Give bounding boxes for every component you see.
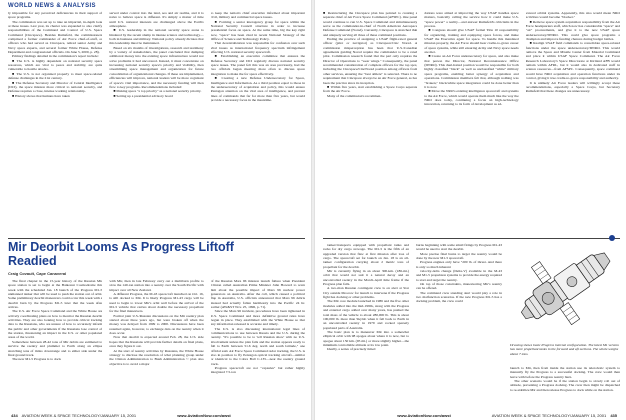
article-byline: Craig Covault, Cape Canaveral	[8, 271, 67, 276]
paragraph: At the start of reentry activities by Russians, the White House strategy to disclose the resolution of what planning group under the Clinton Administration to Bush Administration © plan also objective is to avoid a major	[109, 348, 204, 366]
paragraph: ■ Move the NRO's existing intelligence spacecraft and systems to the Air Force, which would operate them much like the way the NRO does today, continuing a focus on high-technology innovation, returning to its form of development as ad-	[424, 89, 519, 107]
paragraph: launch to Mir, then from inside the station use its telerobotic system to manually fly the Progress to a successful docking. The crew would then leave with before the Progress reentry burn.	[510, 366, 620, 379]
paragraph: A two-man Russian contingent crew is on alert at Star City outside Moscow for launch to intervene if the Progress fight has docking or other problems.	[323, 286, 409, 300]
paragraph: That decentralization was responsible for confusion over such vital issues as international frequency spectrum infringement affecting U.S. national security spacecraft.	[210, 41, 305, 55]
paragraph: ■ The U.S. is not organized properly to meet space-related defense challenges in the 21st century.	[8, 71, 103, 81]
paragraph: ■ History shows that humans have taken	[12, 93, 70, 98]
top-column-1	[8, 11, 102, 235]
article-right-columns	[323, 243, 502, 408]
paragraph: burns beginning with some small firings by Progress M1-43 would be used to start the deorbit.	[416, 243, 502, 252]
top-column-5	[424, 11, 518, 235]
section-divider	[8, 238, 305, 239]
paragraph: ■ Remove space system acquisition responsibility from the Air Force headquarters staff, which now has considerable "space" and "air" procurements, and give it to the new USAF space undersecretary/DNRO. This could give space programs a champion and improve funding chances during budget battles.	[525, 19, 620, 42]
paragraph: ■ Establishing an executive committee that ensures the Defense Secretary and DCI regularly discuss national security space issues. The panel felt this was an area previously, had the two officials began meeting more often to discuss space integration to make the for space effectively.	[210, 54, 305, 76]
paragraph: The Mir core module launched in 1986 and the five other modules added into the mid-1990s, along with the Progress and external cargo added over many years, has pushed the total mass of the vehicle to about 280,000 lb. This is about 100,000 lb. more than Skylab when it fell back to Earth in an uncontrolled reentry in 1979 and rocked sparsely populated parts of Australia.	[323, 299, 409, 330]
paragraph: The other scenario would be if the station begin to slowly roll out of attitude, preventing a Progress docking. The crew then might be dispatched to re-stabilize Mir and then release Progress to dock while on the station.	[510, 379, 620, 392]
top-column-4	[323, 11, 417, 235]
paragraph: Progress spacecraft are not "capsules" but rather highly integrated 7.5-ton	[210, 365, 305, 375]
paragraph: ■ Creating a new Defense Undersecretary for Space, Intelligence and Information. As a third position equal to those in the undersecretary of acquisition and policy, this would ensure Pentagon attention on the vital area of intelligence, and prevent lines of commands that far for more than five years, but would provide a necessary focus in the meantime.	[210, 76, 305, 102]
left-page	[0, 0, 311, 420]
top-column-3	[211, 11, 305, 235]
paragraph: The final chapter in the 15-year history of the Russian Mir space station is set to begin at the Baikonur Cosmodrome this week with the scheduled Jan. 18 launch of the Progress M1-5 unmanned tanker that will be used to push the station out of orbit. Some preliminary deorbit maneuvers could occur this week with a deorbit burn by the Progress M1-5 later that the week after arrives.	[8, 279, 103, 310]
website-url: www.AviationNow.com/awst	[397, 413, 451, 418]
paragraph: Somewhere between 28-42 tons of Mir debris are estimated to survive the reentry and plummet to Earth along an ellipse stretching tens of miles downrange and to either side under the final ground track.	[8, 339, 103, 357]
paragraph: ■ The U.S. is highly dependent on national security space resources, which are vital to peace and stability, are quite vulnerable to hostile attacks.	[8, 58, 103, 72]
paragraph: ■ U.S. leadership in the national security space arena is hindered by the recent slump in intense science and technology—both in business and military. National policy already dictates that this leadership must be maintained.	[109, 28, 204, 46]
paragraph: ■ The Defense Secretary and Director of Central Intelligence (DCI), the space mission more critical to national security, and Defense requires a close, intense working relationship.	[8, 80, 103, 94]
paragraph: to keep the nation's chief executive informed about important civil, military and commercial space issues.	[210, 11, 305, 20]
paragraph: The commission was set up to take an impartial, in-depth look at these issues. Last year, its charter was expanded to also clarify responsibilities of the Command and Control of U.S. Space Command (Cincspace). Besides Rumsfeld, the commissioners comprised a former commander of Air Force chief-of-staff, or officers who had served as Cincspace, retired senior Army and Navy space experts, and several former White House, Defense Department and congressional officials. On June 5, 2000, p. 28).	[8, 19, 103, 55]
right-page	[315, 0, 626, 420]
article-headline: Mir Deorbit Looms As Progress Liftoff Readied	[8, 240, 234, 268]
paragraph: tanker/transports equipped with propellant tanks and racks for dry cargo stowage. The M1-5 is the fifth of an upgraded version that flew at first mission after loss of cargo. The spacecraft set for launch on Jan. 18 is an all-tanker configuration carrying about 2 metric tons of propellant for the deorbit.	[323, 243, 409, 269]
page-number: 435	[610, 413, 617, 418]
progress-spacecraft-illustration	[508, 230, 620, 342]
paragraph: ■ Create an Air Force undersecretary for space, and also make that person the Director, National Reconnaissance Office (DNRO). This dual-hatted position would be responsible for both highly classified "black" as well as unclassified "white" military space programs, enabling better synergy of acquisition and operations. Commission members felt that, although nothing was "broken," black/white space integration could be done better than it is now.	[424, 54, 519, 89]
paragraph: ■ Within five years, start establishing a Space Corps separate from the Air Force.	[323, 84, 418, 94]
paragraph: Primary findings detailed in the commission's report include:	[12, 54, 99, 59]
publication-line: AVIATION WEEK & SPACE TECHNOLOGY/JANUARY 15, 2001	[21, 413, 137, 418]
top-article-right-columns	[323, 11, 620, 235]
paragraph: ly impossible for any perceived deficiencies in their support of space programs.	[8, 11, 103, 20]
figure-caption: Drawing shows basic Progress internal configuration. The latest M1 version has more propellant tanks in the forward and aft sections. The whole weighs about 7 tons.	[510, 343, 619, 356]
paragraph: On top of those constraints, maneuvering Mir's reentry can be offered.	[416, 282, 502, 291]
paragraph: Mir is currently flying in an about 300-km. (186-mi.) orbit that would not suit it a natural decay and an uncontrolled reentry in the March-April time frame if the Progress plan fails.	[323, 269, 409, 287]
left-page-footer	[8, 413, 231, 418]
spacecraft-body	[508, 230, 620, 342]
paragraph: Now that deorbit is expected around Feb. 28, the U.S. side hopes that the Russians will provide further details on final plans, once they figure it out.	[109, 335, 204, 349]
article-column-5	[416, 243, 502, 408]
paragraph: of the Russian Mars 96 mission launch failure when President Clinton called Australian Prime Minister John Howard to warn him about the possible impact of Mars 96 nuclear power generators on Australia. After the call, which caused a political flap in Australia, U.S. officials announced that Mars 96 debris instead had actually fallen harmlessly into the Pacific 24 hr. earlier (AW&ST Nov. 25, 1996, p. 71).	[210, 279, 305, 310]
page-number: 434	[11, 413, 18, 418]
paragraph: The command crew standing alert would play a role in two malfunction scenarios. If the new Progress M1-5 has a docking problem, the crew could	[416, 290, 502, 304]
paragraph: vanced orbital systems. Apparently, this also would mean NRO activities would become "blacker."	[525, 11, 620, 20]
paragraph: ■ Making space "a top priority" as a national security priority.	[113, 89, 202, 94]
article-far-right-column	[510, 366, 620, 410]
paragraph: dations were aimed at improving the way USAF handles space matters, basically calling the service how it could make U.S. "space power" a reality—and answer Rumsfeld's criticisms in the process.	[424, 11, 519, 29]
top-column-2	[109, 11, 203, 235]
paragraph: velocity-delta change (Delta-V) available in the M-43 and M1-5 propulsion systems to provide the energy required to start and target the reentry.	[416, 269, 502, 282]
paragraph: with Mir, then in late February carry out a multiburn profile to slow the 140-ton station into a reentry over the South Pacific with impact over all New Zealand.	[109, 279, 204, 292]
top-column-6	[526, 11, 620, 235]
paragraph: ■ Restructuring the Cincspace plan has pointed to creating a separate chief of Air Force Space Command (AFSPC). One panel would continue to run U.S. Space Command and simultaneously serve as the commander-in-chief of North American Aerospace Defense Command (Norad). Currently, Cincspace is stretched thin and uniquely serving all three of these command positions.	[323, 11, 418, 37]
paragraph: ■ Forming a senior interagency group for space within the National Security Council structure in order to increase presidential focus on space. At the same time, big the key right now, "space" has been cited in recent National Strategy of the Office of Science and Technology Policy.	[210, 19, 305, 42]
paragraph: Formal joint U.S./Russian discussions on the Mir reentry plan started about three years ago, but were broken off when the money was delayed from 1999 to 2000. Discussions have been resumed again, however, to exchange data on the reentry when it does occur.	[109, 313, 204, 336]
article-column-4	[323, 243, 409, 408]
paragraph: Based on six months of investigations, research and testimony by a variety of stakeholders, the panel concluded that dumping additional money into the existing space infrastructure would not solve problems it had uncovered. Instead, it must concentrate on increasing national security space's priority and visibility, then streamlining space management and organization for future consolidation of organizational changes. If these are implemented, efficiencies will improve, national leaders will be more cognizant of space's vital importance, and the necessary funding will then flow to key programs. Recommendations included:	[109, 45, 204, 89]
website-url: www.AviationNow.com/awst	[177, 413, 231, 418]
paragraph: Ideally, a series of precisely timed	[327, 347, 376, 352]
paragraph: Progress engines only have "200 lb. of thrust. And there is only so much inherent	[416, 260, 502, 269]
paragraph: Since the Mars 96 incident, procedures have been tightened in U.S. Space Command and more definitive ground rules have begun in place. They established with the White House so that any information released is accurate and timely.	[210, 309, 305, 327]
paragraph: ■ Realign USAF field commands to consolidate space-related functions under the space undersecretary/DNRO. This would remove the Space and Missile Center from Material Command and place it within USAF Space Command. The Air Force Research Laboratory's Space Directorate at Kirtland AFB would remain within AFRL, but it would also in dedicated staff in science resources—from AFSPC. Consequently, space command would have NRO acquisition and operation functions under its control, giving it true cradle-to-grave responsibility and authority.	[525, 41, 620, 81]
paragraph: Ending the practice of assigning a USAF flight-rated general officer (pilot or navigator) as Cincspace/Cinc Norad. A commission misperception has been that U.S./Canadian agreements guiding Norad require the commander to be a rated pilot. Commission research found that the part only requires the Director of Operations to "wear wings." Consequently, the panel recommended consideration of complete officers for the top spot, including the Cincspace/CincNorad position among officers from other services, ensuring the "best athlete" is selected. There is no requirement that Cincspace always be an Air Force general, as has been the practice since its inception.	[323, 37, 418, 85]
paragraph: ■ Setting up a presidential advisory board	[113, 93, 173, 98]
logo-dot-icon	[609, 235, 615, 241]
paragraph: served under control into the land, sea and air realms, and it is naive to believe space is different. It's simply a matter of time until U.S. national interests are challenged above the Earth's atmosphere.	[109, 11, 204, 29]
paragraph: More precise final burns to target the reentry would be done by the new M1-5 spacecraft.	[416, 251, 502, 261]
section-label: WORLD NEWS & ANALYSIS	[8, 3, 96, 9]
paragraph: The new M1-5 Progress is to dock	[12, 357, 61, 362]
article-left-columns	[8, 279, 305, 411]
paragraph: ■ Congress should give USAF formal Title 10 responsibility for organizing, training and equipping space forces, and make USAF the Executive agent for space. To handle this mandated mission properly, the Air Force should hear cradle-to-grave career of space systems, while still ensuring Army and Navy space needs are met.	[424, 28, 519, 55]
paragraph: The U.S. is also discussing international legal lines of communications to use between Russia and the U.S. during the reentry. "It's possible to be to 'tell Russian show' with no U.S. involvement unless the plan fails and the station appears ready to fall to Earth between 51.6 deg. north and south latitude," one official said. Air Force Space Command radar tracking, the U.S. is also in position to fly Pentagon optical tracking aircraft—similar or identical to the Cobra Ball C-135—near the reentry ground track.	[210, 326, 305, 366]
paragraph: The basic plan is to maneuver Mir into a somewhat elliptical orbit with 98 apogee about where it is now, but to apogee about 150 km. (95 mi.) or more slightly higher—the minimum controllable altitude at its low point.	[323, 329, 409, 347]
top-article-left-columns	[8, 11, 305, 235]
article-column-3	[211, 279, 305, 411]
right-page-footer	[397, 413, 620, 418]
paragraph: Many of the commission's recommen-	[327, 93, 382, 98]
paragraph: The U.S. Air Force Space Command and the White House are actively coordinating plans on how to monitor the Russian deorbit activities. They are also looking how to provide critical tracking data to the Russians, who are unsure of how to accurately inform the public and other governments if the Russians lose control of the station, threatening an impact in the U.S. or other populated areas of the world.	[8, 309, 103, 340]
paragraph: It is unlikely Air Force leaders will willingly accept these recommendations, especially a Space Corps, but Secretary Rumsfeld that these changes are unnecessary.	[525, 80, 620, 94]
publication-line: AVIATION WEEK & SPACE TECHNOLOGY/JANUARY 15, 2001	[491, 413, 607, 418]
article-column-2	[109, 279, 203, 411]
article-column-1	[8, 279, 102, 411]
article-column-6	[510, 366, 620, 410]
paragraph: A different Progress, the M-43 spacecraft launched on Oct. 16, is still docked to Mir. It is likely Progress M1-43 cargo will be used to begin to lower Mir's orbit well before the arrival of the M1-5 vehicle that carries about double the necessary propellant for the final maneuvers.	[109, 292, 204, 314]
